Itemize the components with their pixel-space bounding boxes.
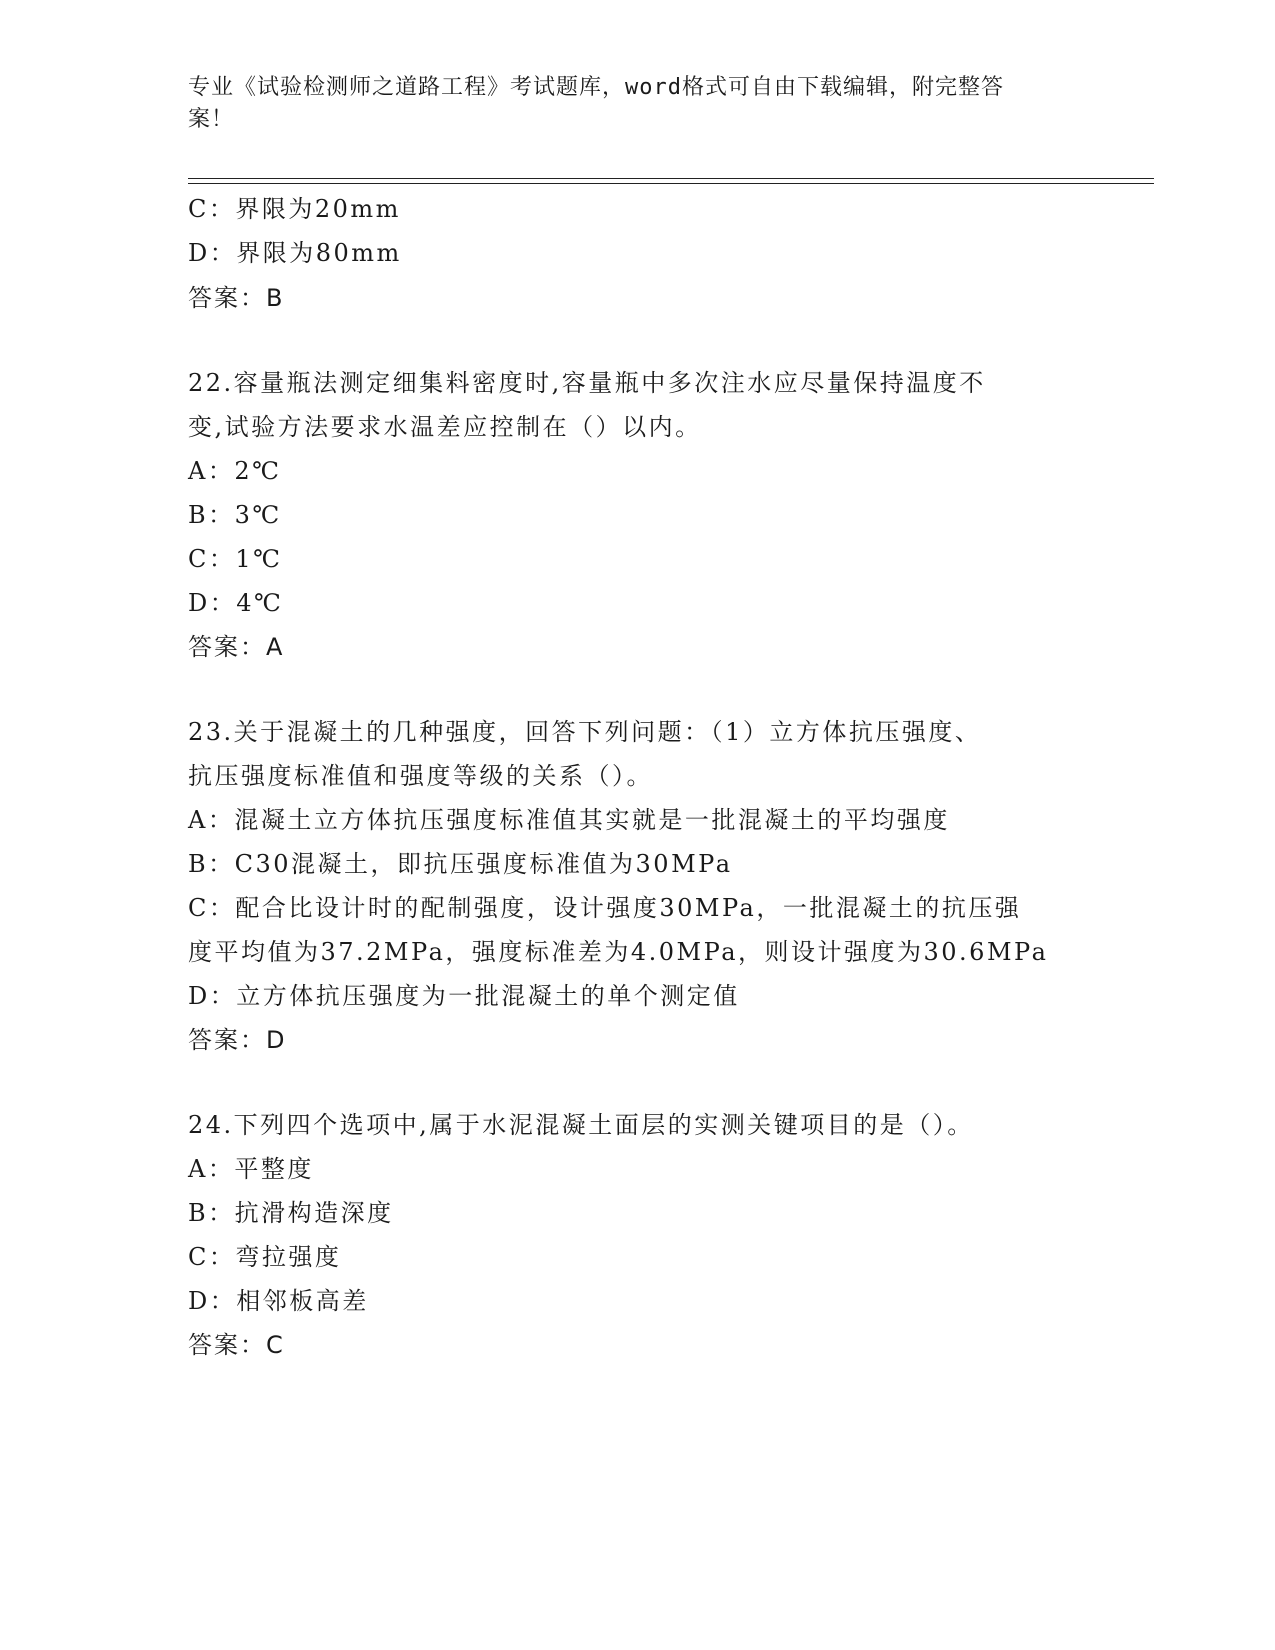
q23-option-d: D：立方体抗压强度为一批混凝土的单个测定值 — [188, 982, 740, 1010]
q24-option-d: D：相邻板高差 — [188, 1287, 369, 1315]
q24-option-b: B：抗滑构造深度 — [188, 1199, 394, 1227]
header-divider-top — [188, 178, 1154, 179]
q22-answer: 答案：A — [188, 633, 285, 661]
q23-option-c: C：配合比设计时的配制强度，设计强度30MPa，一批混凝土的抗压强 — [188, 894, 1022, 922]
q24-option-c: C：弯拉强度 — [188, 1243, 342, 1271]
q22-stem-line-1: 22.容量瓶法测定细集料密度时,容量瓶中多次注水应尽量保持温度不 — [188, 369, 986, 397]
q23-stem-line-2: 抗压强度标准值和强度等级的关系（）。 — [188, 762, 653, 790]
q21-option-d: D：界限为80mm — [188, 239, 402, 267]
q23-option-b: B：C30混凝土，即抗压强度标准值为30MPa — [188, 850, 733, 878]
q22-option-c: C：1℃ — [188, 545, 283, 573]
q23-answer: 答案：D — [188, 1026, 287, 1054]
q21-option-c: C：界限为20mm — [188, 195, 401, 223]
q23-stem-line-1: 23.关于混凝土的几种强度，回答下列问题：（1）立方体抗压强度、 — [188, 718, 982, 746]
q24-option-a: A：平整度 — [188, 1155, 314, 1183]
q22-option-d: D：4℃ — [188, 589, 284, 617]
q23-option-c-continued: 度平均值为37.2MPa，强度标准差为4.0MPa，则设计强度为30.6MPa — [188, 938, 1049, 966]
q24-answer: 答案：C — [188, 1331, 285, 1359]
q23-option-a: A：混凝土立方体抗压强度标准值其实就是一批混凝土的平均强度 — [188, 806, 950, 834]
q22-stem-line-2: 变,试验方法要求水温差应控制在（）以内。 — [188, 413, 702, 441]
header-divider-bottom — [188, 183, 1154, 184]
q22-option-a: A：2℃ — [188, 457, 282, 485]
q21-answer: 答案：B — [188, 284, 285, 312]
q24-stem-line-1: 24.下列四个选项中,属于水泥混凝土面层的实测关键项目的是（）。 — [188, 1111, 974, 1139]
header-line-2: 案！ — [188, 107, 235, 132]
q22-option-b: B：3℃ — [188, 501, 282, 529]
header-line-1: 专业《试验检测师之道路工程》考试题库，word格式可自由下载编辑，附完整答 — [188, 75, 1004, 100]
document-header — [188, 72, 1068, 136]
